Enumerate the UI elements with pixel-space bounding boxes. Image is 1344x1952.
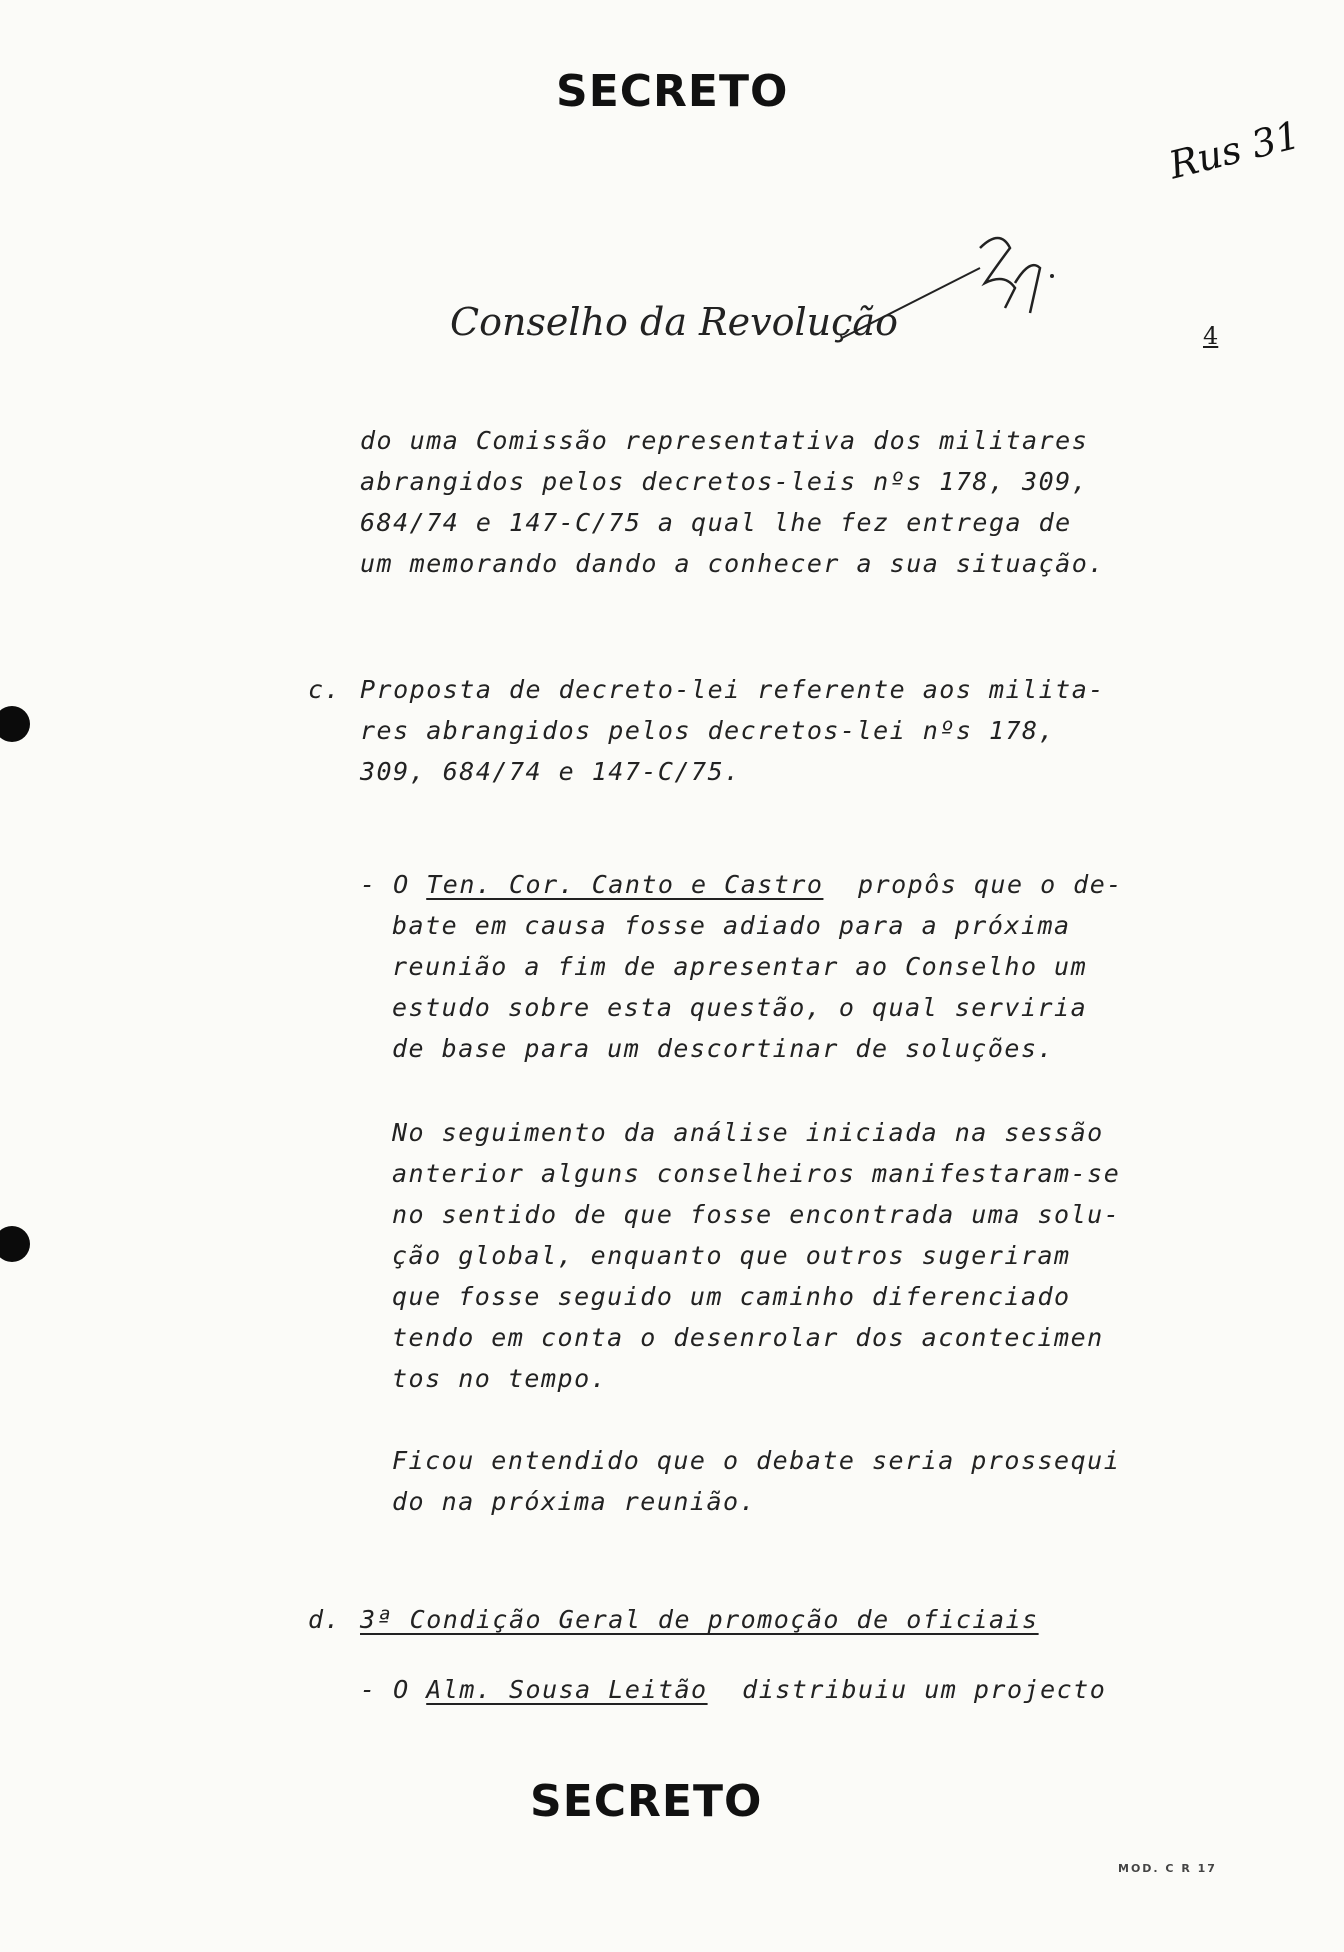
form-code: MOD. C R 17 <box>1118 1862 1217 1875</box>
para-4-line <box>360 1675 1106 1704</box>
text-line: do uma Comissão representativa dos militares <box>360 426 1089 455</box>
signature-mark <box>830 228 1070 358</box>
officer-name: Alm. Sousa Leitão <box>426 1675 708 1704</box>
text-line: abrangidos pelos decretos-leis nºs 178, 309, <box>360 467 1089 496</box>
item-c-line: Proposta de decreto-lei referente aos milita- <box>360 675 1105 704</box>
para-2-line: tos no tempo. <box>392 1364 608 1393</box>
para-3-line: do na próxima reunião. <box>392 1487 757 1516</box>
para-4-rest: distribuiu um projecto <box>742 1675 1107 1704</box>
para-1-first-line <box>360 870 1123 899</box>
para-2-line: tendo em conta o desenrolar dos acontecimen <box>392 1323 1104 1352</box>
item-c-line: 309, 684/74 e 147-C/75. <box>360 757 741 786</box>
para-1-line: bate em causa fosse adiado para a próxima <box>392 911 1071 940</box>
item-marker-c: c. <box>308 675 342 704</box>
punch-hole-lower <box>0 1226 30 1262</box>
letterhead: Conselho da Revolução <box>450 300 898 344</box>
text-line: 684/74 e 147-C/75 a qual lhe fez entrega de <box>360 508 1072 537</box>
para-1-line: reunião a fim de apresentar ao Conselho um <box>392 952 1088 981</box>
classification-stamp-top: SECRETO <box>556 66 789 117</box>
item-marker-d: d. <box>308 1605 342 1634</box>
punch-hole-upper <box>0 706 30 742</box>
classification-stamp-bottom: SECRETO <box>530 1776 763 1827</box>
officer-name: Ten. Cor. Canto e Castro <box>426 870 824 899</box>
dash-lead: - O <box>360 870 410 899</box>
para-2-line: No seguimento da análise iniciada na sessão <box>392 1118 1104 1147</box>
para-2-line: no sentido de que fosse encontrada uma solu- <box>392 1200 1121 1229</box>
dash-lead: - O <box>360 1675 410 1704</box>
para-2-line: ção global, enquanto que outros sugeriram <box>392 1241 1071 1270</box>
para-2-line: que fosse seguido um caminho diferenciado <box>392 1282 1071 1311</box>
handwritten-annotation: Rus 31 <box>1164 112 1305 188</box>
item-d-title: 3ª Condição Geral de promoção de oficiais <box>360 1605 1039 1634</box>
para-1-line: de base para um descortinar de soluções. <box>392 1034 1055 1063</box>
item-c-line: res abrangidos pelos decretos-lei nºs 178, <box>360 716 1056 745</box>
para-3-line: Ficou entendido que o debate seria prossequi <box>392 1446 1121 1475</box>
para-1-line: estudo sobre esta questão, o qual serviria <box>392 993 1088 1022</box>
para-1-rest: propôs que o de- <box>858 870 1123 899</box>
para-2-line: anterior alguns conselheiros manifestaram-se <box>392 1159 1121 1188</box>
page-number: 4 <box>1203 322 1219 350</box>
text-line: um memorando dando a conhecer a sua situação. <box>360 549 1105 578</box>
